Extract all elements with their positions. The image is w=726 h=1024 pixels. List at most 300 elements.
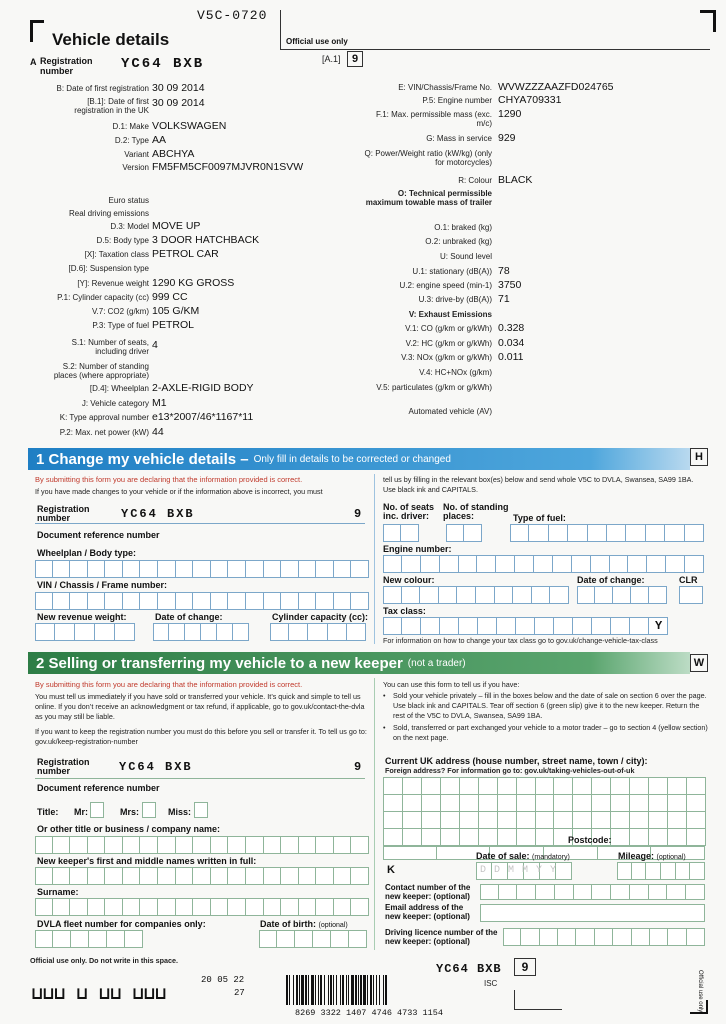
input-box[interactable] bbox=[630, 617, 649, 635]
address-cell[interactable] bbox=[421, 777, 441, 795]
address-cell[interactable] bbox=[572, 811, 592, 829]
input-box[interactable] bbox=[299, 898, 317, 916]
input-box[interactable] bbox=[53, 836, 71, 854]
input-box[interactable] bbox=[70, 898, 88, 916]
input-box[interactable] bbox=[233, 623, 249, 641]
s2-email-field[interactable] bbox=[480, 904, 705, 922]
address-cell[interactable] bbox=[591, 794, 611, 812]
input-box[interactable] bbox=[53, 560, 71, 578]
address-cell[interactable] bbox=[478, 828, 498, 846]
input-box[interactable] bbox=[595, 928, 613, 946]
address-cell[interactable] bbox=[440, 828, 460, 846]
input-box[interactable] bbox=[592, 617, 611, 635]
input-box[interactable] bbox=[440, 617, 459, 635]
s1-clr-boxes[interactable] bbox=[679, 586, 703, 604]
input-box[interactable] bbox=[140, 592, 158, 610]
address-cell[interactable] bbox=[610, 828, 630, 846]
input-box[interactable] bbox=[510, 524, 529, 542]
input-box[interactable] bbox=[246, 560, 264, 578]
input-box[interactable] bbox=[123, 867, 141, 885]
s1-seats-boxes[interactable] bbox=[383, 524, 419, 542]
address-cell[interactable] bbox=[535, 811, 555, 829]
s2-dob-boxes[interactable] bbox=[259, 930, 367, 948]
input-box[interactable] bbox=[478, 617, 497, 635]
input-box[interactable] bbox=[281, 560, 299, 578]
input-box[interactable] bbox=[591, 555, 610, 573]
input-box[interactable] bbox=[176, 836, 194, 854]
address-cell[interactable] bbox=[478, 777, 498, 795]
input-box[interactable] bbox=[35, 592, 53, 610]
input-box[interactable] bbox=[349, 930, 367, 948]
input-box[interactable] bbox=[459, 555, 478, 573]
input-box[interactable] bbox=[334, 898, 352, 916]
input-box[interactable] bbox=[158, 592, 176, 610]
input-box[interactable] bbox=[383, 524, 401, 542]
address-cell[interactable] bbox=[402, 777, 422, 795]
input-box[interactable] bbox=[588, 524, 607, 542]
input-box[interactable] bbox=[193, 898, 211, 916]
input-box[interactable] bbox=[334, 592, 352, 610]
address-cell[interactable] bbox=[667, 811, 687, 829]
input-box[interactable] bbox=[517, 884, 536, 900]
input-box[interactable] bbox=[402, 555, 421, 573]
input-box[interactable] bbox=[193, 592, 211, 610]
address-cell[interactable] bbox=[497, 794, 517, 812]
input-box[interactable] bbox=[264, 867, 282, 885]
address-cell[interactable] bbox=[383, 794, 403, 812]
input-box[interactable] bbox=[626, 524, 645, 542]
address-cell[interactable] bbox=[497, 828, 517, 846]
input-box[interactable] bbox=[572, 555, 591, 573]
input-box[interactable] bbox=[647, 555, 666, 573]
input-box[interactable] bbox=[289, 623, 308, 641]
address-cell[interactable] bbox=[516, 794, 536, 812]
input-box[interactable] bbox=[556, 862, 572, 880]
input-box[interactable] bbox=[573, 617, 592, 635]
input-box[interactable] bbox=[140, 836, 158, 854]
input-box[interactable] bbox=[140, 898, 158, 916]
input-box[interactable] bbox=[264, 592, 282, 610]
input-box[interactable] bbox=[185, 623, 201, 641]
input-box[interactable] bbox=[347, 623, 366, 641]
input-box[interactable] bbox=[666, 555, 685, 573]
s2-licence-boxes[interactable] bbox=[503, 928, 705, 946]
input-box[interactable] bbox=[53, 867, 71, 885]
input-box[interactable] bbox=[613, 928, 631, 946]
input-box[interactable] bbox=[351, 560, 369, 578]
input-box[interactable] bbox=[515, 555, 534, 573]
input-box[interactable] bbox=[686, 884, 705, 900]
input-box[interactable] bbox=[632, 862, 647, 880]
input-box[interactable] bbox=[88, 560, 106, 578]
input-box[interactable] bbox=[105, 836, 123, 854]
input-box[interactable] bbox=[228, 898, 246, 916]
input-box[interactable] bbox=[685, 524, 704, 542]
address-cell[interactable] bbox=[516, 828, 536, 846]
input-box[interactable] bbox=[668, 928, 686, 946]
address-cell[interactable] bbox=[591, 777, 611, 795]
input-box[interactable] bbox=[35, 867, 53, 885]
s2-other-title-boxes[interactable] bbox=[35, 836, 369, 854]
input-box[interactable] bbox=[420, 586, 439, 604]
input-box[interactable] bbox=[574, 884, 593, 900]
input-box[interactable] bbox=[334, 867, 352, 885]
input-box[interactable] bbox=[555, 884, 574, 900]
input-box[interactable] bbox=[264, 898, 282, 916]
input-box[interactable] bbox=[646, 862, 661, 880]
input-box[interactable] bbox=[246, 836, 264, 854]
input-box[interactable] bbox=[383, 617, 402, 635]
s2-mrs-box[interactable] bbox=[142, 802, 156, 818]
input-box[interactable] bbox=[211, 898, 229, 916]
input-box[interactable] bbox=[459, 617, 478, 635]
input-box[interactable] bbox=[193, 867, 211, 885]
s1-engine-boxes[interactable] bbox=[383, 555, 704, 573]
input-box[interactable] bbox=[334, 560, 352, 578]
input-box[interactable] bbox=[88, 867, 106, 885]
input-box[interactable] bbox=[228, 592, 246, 610]
s2-contact-boxes[interactable] bbox=[480, 884, 705, 900]
input-box[interactable] bbox=[613, 586, 631, 604]
address-cell[interactable] bbox=[421, 794, 441, 812]
input-box[interactable] bbox=[35, 898, 53, 916]
input-box[interactable] bbox=[496, 555, 515, 573]
input-box[interactable] bbox=[534, 555, 553, 573]
input-box[interactable] bbox=[158, 836, 176, 854]
s1-vin-boxes[interactable] bbox=[35, 592, 369, 610]
input-box[interactable] bbox=[550, 586, 569, 604]
input-box[interactable] bbox=[105, 898, 123, 916]
input-box[interactable] bbox=[316, 867, 334, 885]
address-cell[interactable] bbox=[383, 811, 403, 829]
input-box[interactable] bbox=[477, 555, 496, 573]
input-box[interactable] bbox=[35, 560, 53, 578]
input-box[interactable] bbox=[646, 524, 665, 542]
input-box[interactable] bbox=[457, 586, 476, 604]
s2-fleet-boxes[interactable] bbox=[35, 930, 143, 948]
input-box[interactable] bbox=[611, 884, 630, 900]
s2-miss-box[interactable] bbox=[194, 802, 208, 818]
input-box[interactable] bbox=[649, 884, 668, 900]
input-box[interactable] bbox=[53, 930, 71, 948]
input-box[interactable] bbox=[499, 884, 518, 900]
address-cell[interactable] bbox=[553, 794, 573, 812]
s1-date-change-boxes[interactable] bbox=[153, 623, 249, 641]
address-cell[interactable] bbox=[459, 777, 479, 795]
input-box[interactable] bbox=[536, 884, 555, 900]
address-cell[interactable] bbox=[440, 777, 460, 795]
input-box[interactable] bbox=[158, 898, 176, 916]
input-box[interactable] bbox=[690, 862, 705, 880]
input-box[interactable] bbox=[299, 592, 317, 610]
input-box[interactable] bbox=[281, 898, 299, 916]
input-box[interactable] bbox=[158, 560, 176, 578]
s2-mr-box[interactable] bbox=[90, 802, 104, 818]
address-cell[interactable] bbox=[610, 777, 630, 795]
input-box[interactable] bbox=[630, 884, 649, 900]
input-box[interactable] bbox=[383, 586, 402, 604]
input-box[interactable] bbox=[439, 586, 458, 604]
s1-wheelplan-boxes[interactable] bbox=[35, 560, 369, 578]
input-box[interactable] bbox=[193, 560, 211, 578]
address-cell[interactable] bbox=[629, 794, 649, 812]
input-box[interactable] bbox=[211, 560, 229, 578]
address-cell[interactable] bbox=[459, 794, 479, 812]
address-cell[interactable] bbox=[572, 794, 592, 812]
address-cell[interactable] bbox=[535, 794, 555, 812]
input-box[interactable] bbox=[35, 623, 55, 641]
address-cell[interactable] bbox=[516, 777, 536, 795]
input-box[interactable] bbox=[228, 560, 246, 578]
input-box[interactable] bbox=[169, 623, 185, 641]
input-box[interactable] bbox=[351, 836, 369, 854]
input-box[interactable] bbox=[75, 623, 95, 641]
address-cell[interactable] bbox=[629, 777, 649, 795]
s1-tax-class-boxes[interactable] bbox=[383, 617, 668, 635]
address-cell[interactable] bbox=[667, 777, 687, 795]
input-box[interactable] bbox=[667, 884, 686, 900]
address-cell[interactable] bbox=[440, 811, 460, 829]
input-box[interactable] bbox=[35, 930, 53, 948]
address-cell[interactable] bbox=[553, 811, 573, 829]
input-box[interactable] bbox=[107, 930, 125, 948]
input-box[interactable] bbox=[611, 617, 630, 635]
input-box[interactable] bbox=[281, 867, 299, 885]
s2-address-grid[interactable] bbox=[383, 777, 705, 845]
input-box[interactable] bbox=[328, 623, 347, 641]
address-cell[interactable] bbox=[648, 828, 668, 846]
address-cell[interactable] bbox=[497, 811, 517, 829]
input-box[interactable] bbox=[115, 623, 135, 641]
input-box[interactable] bbox=[105, 560, 123, 578]
input-box[interactable] bbox=[631, 586, 649, 604]
input-box[interactable] bbox=[88, 836, 106, 854]
s1-standing-boxes[interactable] bbox=[446, 524, 482, 542]
input-box[interactable] bbox=[193, 836, 211, 854]
input-box[interactable] bbox=[246, 867, 264, 885]
address-cell[interactable] bbox=[535, 777, 555, 795]
address-cell[interactable] bbox=[440, 794, 460, 812]
address-cell[interactable] bbox=[667, 828, 687, 846]
input-box[interactable] bbox=[650, 928, 668, 946]
input-box[interactable] bbox=[246, 898, 264, 916]
input-box[interactable] bbox=[617, 862, 632, 880]
input-box[interactable] bbox=[264, 560, 282, 578]
input-box[interactable] bbox=[351, 867, 369, 885]
s1-fuel-boxes[interactable] bbox=[510, 524, 704, 542]
input-box[interactable] bbox=[140, 867, 158, 885]
input-box[interactable] bbox=[217, 623, 233, 641]
input-box[interactable] bbox=[592, 884, 611, 900]
input-box[interactable] bbox=[316, 836, 334, 854]
input-box[interactable] bbox=[351, 592, 369, 610]
input-box[interactable] bbox=[516, 617, 535, 635]
input-box[interactable] bbox=[123, 592, 141, 610]
address-cell[interactable] bbox=[402, 828, 422, 846]
input-box[interactable] bbox=[228, 867, 246, 885]
input-box[interactable] bbox=[402, 586, 421, 604]
input-box[interactable] bbox=[295, 930, 313, 948]
input-box[interactable] bbox=[331, 930, 349, 948]
input-box[interactable] bbox=[125, 930, 143, 948]
input-box[interactable] bbox=[440, 555, 459, 573]
address-cell[interactable] bbox=[648, 811, 668, 829]
input-box[interactable] bbox=[383, 555, 402, 573]
input-box[interactable] bbox=[497, 617, 516, 635]
address-cell[interactable] bbox=[610, 794, 630, 812]
address-cell[interactable] bbox=[478, 794, 498, 812]
address-cell[interactable] bbox=[591, 811, 611, 829]
input-box[interactable] bbox=[264, 836, 282, 854]
input-box[interactable] bbox=[299, 867, 317, 885]
input-box[interactable] bbox=[665, 524, 684, 542]
input-box[interactable] bbox=[402, 617, 421, 635]
s1-revenue-weight-boxes[interactable] bbox=[35, 623, 135, 641]
address-cell[interactable] bbox=[478, 811, 498, 829]
input-box[interactable] bbox=[105, 867, 123, 885]
input-box[interactable] bbox=[228, 836, 246, 854]
input-box[interactable] bbox=[316, 560, 334, 578]
input-box[interactable] bbox=[176, 898, 194, 916]
address-cell[interactable] bbox=[459, 811, 479, 829]
input-box[interactable] bbox=[88, 592, 106, 610]
input-box[interactable] bbox=[299, 560, 317, 578]
address-cell[interactable] bbox=[402, 794, 422, 812]
input-box[interactable] bbox=[576, 928, 594, 946]
address-cell[interactable] bbox=[383, 828, 403, 846]
input-box[interactable] bbox=[53, 592, 71, 610]
address-cell[interactable] bbox=[535, 828, 555, 846]
input-box[interactable] bbox=[401, 524, 419, 542]
input-box[interactable] bbox=[270, 623, 289, 641]
input-box[interactable] bbox=[123, 560, 141, 578]
input-box[interactable] bbox=[529, 524, 548, 542]
address-cell[interactable] bbox=[686, 828, 706, 846]
input-box[interactable] bbox=[53, 898, 71, 916]
address-cell[interactable] bbox=[686, 794, 706, 812]
input-box[interactable] bbox=[568, 524, 587, 542]
input-box[interactable] bbox=[558, 928, 576, 946]
input-box[interactable] bbox=[105, 592, 123, 610]
input-box[interactable] bbox=[281, 592, 299, 610]
input-box[interactable] bbox=[123, 898, 141, 916]
input-box[interactable] bbox=[503, 928, 521, 946]
input-box[interactable] bbox=[383, 846, 437, 860]
input-box[interactable] bbox=[88, 898, 106, 916]
input-box[interactable] bbox=[308, 623, 327, 641]
input-box[interactable] bbox=[334, 836, 352, 854]
input-box[interactable] bbox=[685, 555, 704, 573]
input-box[interactable] bbox=[35, 836, 53, 854]
input-box[interactable] bbox=[70, 560, 88, 578]
input-box[interactable] bbox=[316, 592, 334, 610]
input-box[interactable] bbox=[513, 586, 532, 604]
input-box[interactable] bbox=[676, 862, 691, 880]
input-box[interactable] bbox=[299, 836, 317, 854]
s1-colour-boxes[interactable] bbox=[383, 586, 569, 604]
input-box[interactable] bbox=[607, 524, 626, 542]
address-cell[interactable] bbox=[553, 777, 573, 795]
address-cell[interactable] bbox=[610, 811, 630, 829]
input-box[interactable] bbox=[316, 898, 334, 916]
address-cell[interactable] bbox=[421, 828, 441, 846]
input-box[interactable] bbox=[55, 623, 75, 641]
input-box[interactable] bbox=[211, 836, 229, 854]
address-cell[interactable] bbox=[648, 794, 668, 812]
address-cell[interactable] bbox=[686, 811, 706, 829]
input-box[interactable] bbox=[521, 928, 539, 946]
input-box[interactable] bbox=[176, 560, 194, 578]
input-box[interactable] bbox=[176, 867, 194, 885]
input-box[interactable] bbox=[194, 802, 208, 818]
input-box[interactable] bbox=[70, 867, 88, 885]
input-box[interactable] bbox=[464, 524, 482, 542]
input-box[interactable] bbox=[281, 836, 299, 854]
input-box[interactable] bbox=[553, 555, 572, 573]
input-box[interactable] bbox=[140, 560, 158, 578]
input-box[interactable] bbox=[549, 524, 568, 542]
address-cell[interactable] bbox=[459, 828, 479, 846]
input-box[interactable] bbox=[540, 928, 558, 946]
input-box[interactable] bbox=[246, 592, 264, 610]
address-cell[interactable] bbox=[402, 811, 422, 829]
input-box[interactable] bbox=[628, 555, 647, 573]
input-box[interactable] bbox=[446, 524, 464, 542]
s1-date-change2-boxes[interactable] bbox=[577, 586, 667, 604]
input-box[interactable] bbox=[211, 592, 229, 610]
input-box[interactable] bbox=[259, 930, 277, 948]
address-cell[interactable] bbox=[686, 777, 706, 795]
input-box[interactable] bbox=[421, 555, 440, 573]
input-box[interactable] bbox=[421, 617, 440, 635]
input-box[interactable] bbox=[661, 862, 676, 880]
input-box[interactable] bbox=[649, 586, 667, 604]
input-box[interactable] bbox=[687, 928, 705, 946]
input-box[interactable] bbox=[211, 867, 229, 885]
address-cell[interactable] bbox=[667, 794, 687, 812]
address-cell[interactable] bbox=[629, 828, 649, 846]
s1-cyl-boxes[interactable] bbox=[270, 623, 366, 641]
input-box[interactable] bbox=[495, 586, 514, 604]
address-cell[interactable] bbox=[629, 811, 649, 829]
s2-mileage-boxes[interactable] bbox=[617, 862, 705, 880]
input-box[interactable] bbox=[351, 898, 369, 916]
input-box[interactable] bbox=[70, 592, 88, 610]
input-box[interactable] bbox=[158, 867, 176, 885]
s2-names-boxes[interactable] bbox=[35, 867, 369, 885]
input-box[interactable] bbox=[535, 617, 554, 635]
input-box[interactable] bbox=[480, 884, 499, 900]
input-box[interactable] bbox=[71, 930, 89, 948]
input-box[interactable] bbox=[153, 623, 169, 641]
input-box[interactable] bbox=[632, 928, 650, 946]
input-box[interactable] bbox=[476, 586, 495, 604]
input-box[interactable] bbox=[142, 802, 156, 818]
input-box[interactable] bbox=[70, 836, 88, 854]
input-box[interactable] bbox=[610, 555, 629, 573]
input-box[interactable] bbox=[277, 930, 295, 948]
input-box[interactable] bbox=[95, 623, 115, 641]
address-cell[interactable] bbox=[648, 777, 668, 795]
input-box[interactable] bbox=[176, 592, 194, 610]
address-cell[interactable] bbox=[383, 777, 403, 795]
input-box[interactable] bbox=[123, 836, 141, 854]
input-box[interactable] bbox=[554, 617, 573, 635]
input-box[interactable] bbox=[532, 586, 551, 604]
input-box[interactable] bbox=[313, 930, 331, 948]
input-box[interactable] bbox=[201, 623, 217, 641]
address-cell[interactable] bbox=[572, 777, 592, 795]
